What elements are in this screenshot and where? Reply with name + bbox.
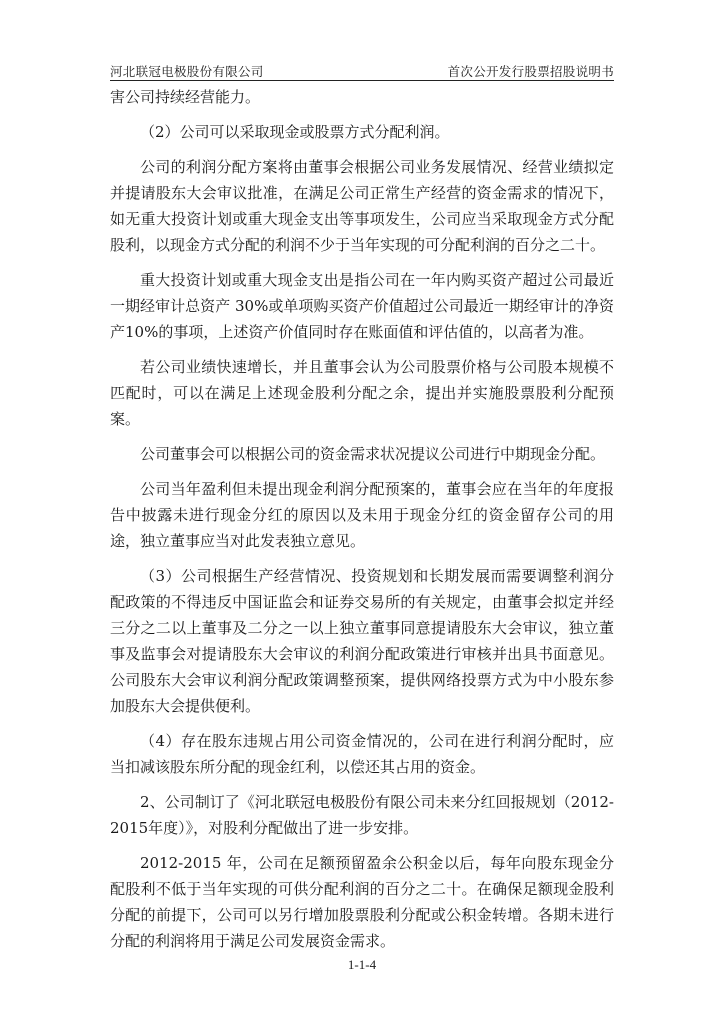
- paragraph-item-3-policy-adjustment: （3）公司根据生产经营情况、投资规划和长期发展而需要调整利润分配政策的不得违反中国证监会和证券交易所的有关规定，由董事会拟定并经三分之二以上董事及二分之一以上独立董事同意提请股东大会审议，独立董事及监事会对提请股东大会审议的利润分配政策进行审核并出具书面意见。公司股东大会审议利润分配政策调整预案，提供网络投票方式为中小股东参加股东大会提供便利。: [110, 567, 614, 715]
- header-divider: [110, 80, 614, 81]
- page-header: [110, 54, 614, 80]
- paragraph-stock-dividend: 若公司业绩快速增长，并且董事会认为公司股票价格与公司股本规模不匹配时，可以在满足上述现金股利分配之余，提出并实施股票股利分配预案。: [110, 358, 614, 428]
- page-number: 1-1-4: [347, 957, 377, 972]
- header-company-name: 河北联冠电极股份有限公司: [110, 64, 264, 79]
- paragraph-continuation: 害公司持续经营能力。: [110, 88, 261, 106]
- document-body: [110, 84, 614, 963]
- paragraph-profit-distribution-plan: 公司的利润分配方案将由董事会根据公司业务发展情况、经营业绩拟定并提请股东大会审议批准，在满足公司正常生产经营的资金需求的情况下，如无重大投资计划或重大现金支出等事项发生，公司应当采取现金方式分配股利，以现金方式分配的利润不少于当年实现的可分配利润的百分之二十。: [110, 158, 614, 254]
- paragraph-major-investment-definition: 重大投资计划或重大现金支出是指公司在一年内购买资产超过公司最近一期经审计总资产 30%或单项购买资产价值超过公司最近一期经审计的净资产10%的事项，上述资产价值同时存在账面值和评估值的，以高者为准。: [110, 271, 614, 341]
- paragraph-item-2: （2）公司可以采取现金或股票方式分配利润。: [140, 123, 450, 141]
- paragraph-item-4-fund-occupation: （4）存在股东违规占用公司资金情况的，公司在进行利润分配时，应当扣减该股东所分配的现金红利，以偿还其占用的资金。: [110, 732, 614, 776]
- paragraph-interim-distribution: 公司董事会可以根据公司的资金需求状况提议公司进行中期现金分配。: [140, 445, 606, 463]
- paragraph-no-cash-dividend-disclosure: 公司当年盈利但未提出现金利润分配预案的，董事会应在当年的年度报告中披露未进行现金分红的原因以及未用于现金分红的资金留存公司的用途，独立董事应当对此发表独立意见。: [110, 480, 614, 550]
- header-document-title: 首次公开发行股票招股说明书: [447, 64, 614, 79]
- paragraph-2012-2015-dividend: 2012-2015 年，公司在足额预留盈余公积金以后，每年向股东现金分配股利不低于当年实现的可供分配利润的百分之二十。在确保足额现金股利分配的前提下，公司可以另行增加股票股利分配或公积金转增。各期未进行分配的利润将用于满足公司发展资金需求。: [110, 854, 614, 950]
- paragraph-return-plan: 2、公司制订了《河北联冠电极股份有限公司未来分红回报规划（2012-2015年度）》，对股利分配做出了进一步安排。: [110, 793, 614, 837]
